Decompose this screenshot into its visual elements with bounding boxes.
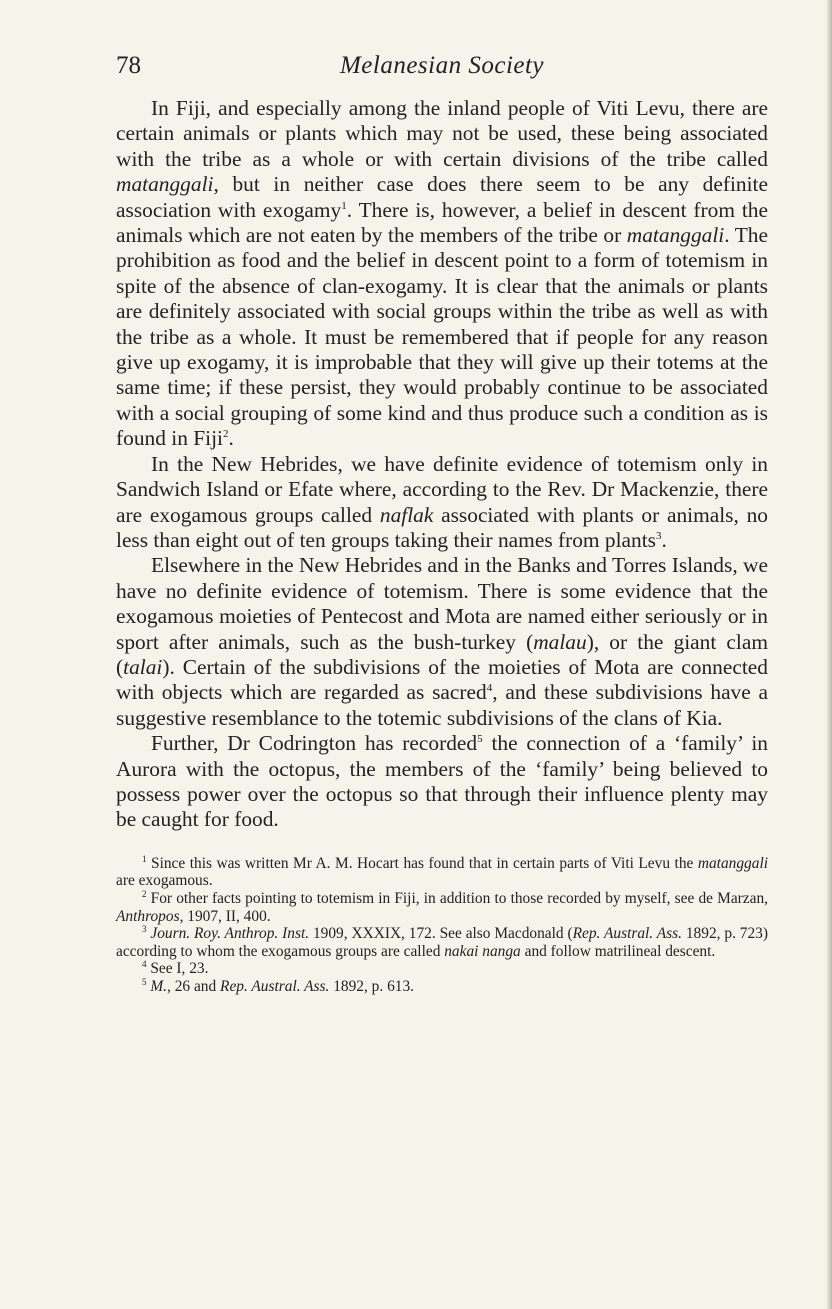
paragraph	[116, 452, 768, 554]
text-run: In the New Hebrides, we have definite evidence of totemism only in Sandwich Island or Efate where, according to the Rev. Dr Mackenzie, there are exogamous groups called	[116, 451, 768, 527]
text-run: 1892, p. 723) according to whom the exogamous groups are called	[116, 925, 768, 960]
text-run: are exogamous.	[116, 872, 213, 890]
text-run: ). Certain of the subdivisions of the moieties of Mota are connected with objects which are regarded as sacred	[116, 654, 768, 705]
text-run: For other facts pointing to totemism in Fiji, in addition to those recorded by myself, see de Marzan,	[146, 889, 768, 907]
text-run: See I, 23.	[146, 960, 209, 978]
text-run: , but in neither case does there seem to be any definite association with exogamy	[116, 172, 768, 222]
paragraph	[116, 96, 768, 452]
paragraph	[116, 731, 768, 833]
body-text	[116, 96, 768, 833]
italic-term: M.	[150, 977, 168, 995]
text-run: and follow matrilineal descent.	[520, 942, 716, 960]
text-run: .	[661, 527, 667, 552]
footnote-marker: 3	[656, 529, 662, 542]
text-run: , 1907, II, 400.	[179, 907, 271, 925]
page-edge-shadow	[826, 0, 832, 1309]
text-run: Elsewhere in the New Hebrides and in the Banks and Torres Islands, we have no definite evidence of totemism. There is some evidence that the exogamous moieties of Pentecost and Mota are named either seriously or in sport after animals, such as the bush-turkey (	[116, 553, 768, 654]
italic-term: naflak	[379, 502, 434, 527]
italic-term: malau	[533, 629, 587, 654]
paragraph	[116, 553, 768, 731]
footnote-marker: 4	[486, 682, 493, 695]
footnote	[116, 978, 768, 996]
italic-term: matanggali	[626, 223, 725, 248]
footnote-marker: 2	[222, 428, 229, 441]
footnote-marker: 1	[341, 199, 347, 212]
italic-term: Rep. Austral. Ass.	[572, 925, 682, 943]
running-head	[116, 52, 768, 90]
footnotes	[116, 855, 768, 996]
text-run: . The prohibition as food and the belief in descent point to a form of totemism in spite of the absence of clan-exogamy. It is clear that the animals or plants are definitely associated with social groups within the tribe as well as with the tribe as a whole. It must be remembered that if people for any reason give up exogamy, it is improbable that they will give up their totems at the same time; if these persist, they would probably continue to be associated with a social grouping of some kind and thus produce such a condition as is found in Fiji	[116, 223, 768, 451]
text-run: , 26 and	[167, 977, 221, 995]
text-run: associated with plants or animals, no less than eight out of ten groups taking their names from plants	[116, 502, 769, 552]
footnote	[116, 855, 768, 890]
page-number: 78	[116, 52, 141, 79]
footnote-marker: 1	[142, 853, 147, 864]
italic-term: matanggali	[697, 854, 768, 872]
footnote-marker: 2	[142, 888, 147, 899]
text-run: . There is, however, a belief in descent from the animals which are not eaten by the members of the tribe or	[116, 197, 768, 248]
text-run: Further, Dr Codrington has recorded	[151, 731, 478, 756]
footnote	[116, 890, 768, 925]
italic-term: Rep. Austral. Ass.	[220, 977, 330, 995]
italic-term: nakai nanga	[444, 942, 521, 960]
text-run: In Fiji, and especially among the inland people of Viti Levu, there are certain animals or plants which may not be used, these being associated with the tribe as a whole or with certain divisions of the tribe called	[116, 96, 768, 171]
running-title: Melanesian Society	[339, 52, 545, 79]
footnote	[116, 960, 768, 978]
italic-term: Anthropos	[116, 907, 180, 925]
footnote-marker: 4	[142, 959, 147, 970]
text-run: 1892, p. 613.	[329, 977, 415, 995]
footnote-marker: 5	[142, 976, 147, 987]
italic-term: Journ. Roy. Anthrop. Inst.	[150, 925, 310, 943]
text-run: , and these subdivisions have a suggestive resemblance to the totemic subdivisions of the clans of Kia.	[116, 680, 768, 730]
italic-term: talai	[123, 654, 163, 679]
footnote	[116, 925, 768, 960]
text-run: ), or the giant clam (	[116, 629, 768, 679]
italic-term: matanggali	[116, 172, 214, 197]
footnote-marker: 3	[142, 924, 147, 935]
text-run: 1909, XXXIX, 172. See also Macdonald (	[309, 925, 573, 943]
text-run: the connection of a ‘family’ in Aurora with the octopus, the members of the ‘family’ being believed to possess power over the octopus so that through their influence plenty may be caught for food.	[116, 731, 769, 832]
text-run: Since this was written Mr A. M. Hocart has found that in certain parts of Viti Levu the	[146, 854, 698, 872]
footnote-marker: 5	[477, 733, 483, 746]
book-page	[116, 52, 768, 996]
text-run: .	[228, 426, 234, 451]
